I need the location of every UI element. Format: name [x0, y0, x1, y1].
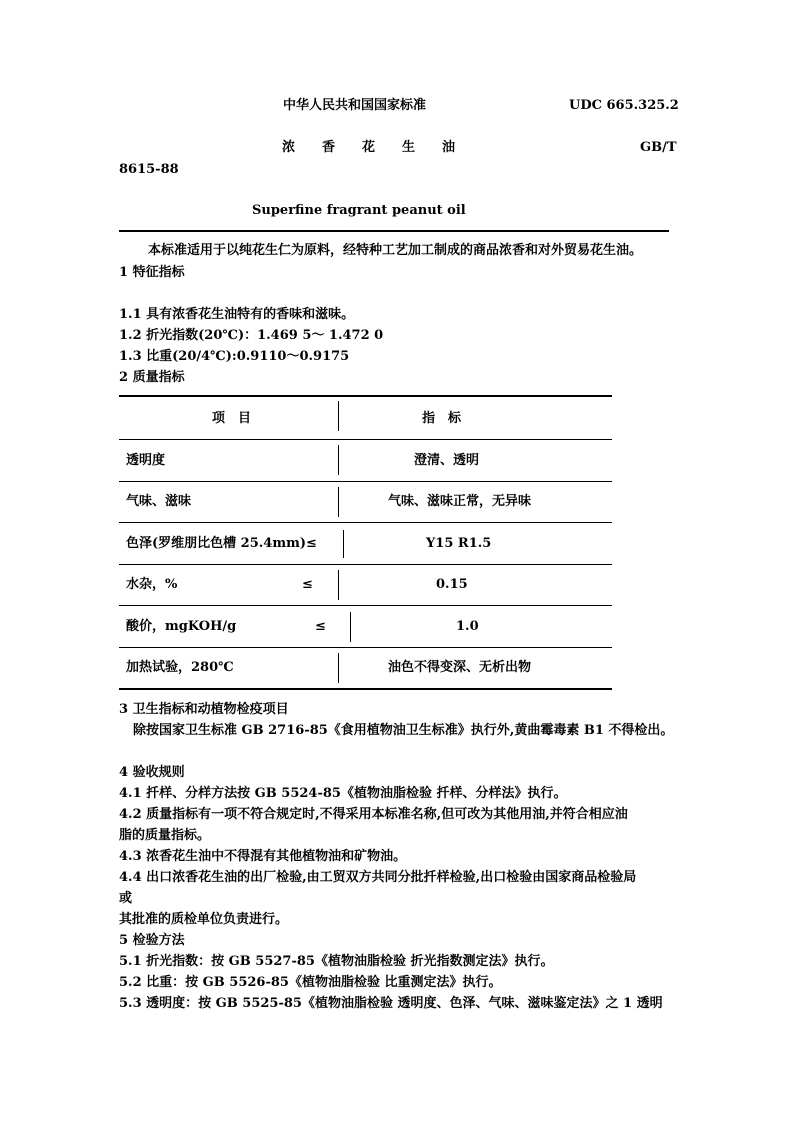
table-cell-symbol: ≤ [315, 619, 326, 634]
table-column-divider [338, 401, 339, 431]
table-top-rule [119, 395, 612, 397]
table-cell-item: 水杂，% [126, 577, 178, 592]
table-column-divider [338, 487, 339, 517]
table-cell-item: 气味、滋味 [126, 494, 192, 509]
clause-4-4-end: 其批准的质检单位负责进行。 [119, 912, 289, 927]
clause-4-3: 4.3 浓香花生油中不得混有其他植物油和矿物油。 [119, 849, 407, 864]
scope-paragraph: 本标准适用于以纯花生仁为原料，经特种工艺加工制成的商品浓香和对外贸易花生油。 [148, 243, 643, 258]
title-char: 花 [362, 140, 376, 155]
table-cell-item: 加热试验，280℃ [126, 660, 234, 675]
standard-number-prefix: GB/T [640, 140, 677, 155]
table-cell-symbol: ≤ [302, 577, 313, 592]
clause-1-1: 1.1 具有浓香花生油特有的香味和滋味。 [119, 307, 355, 322]
clause-5-2: 5.2 比重：按 GB 5526-85《植物油脂检验 比重测定法》执行。 [119, 975, 502, 990]
title-char: 油 [442, 140, 456, 155]
standard-number-suffix: 8615-88 [119, 162, 179, 177]
udc-code: UDC 665.325.2 [569, 98, 679, 113]
section-3-heading: 3 卫生指标和动植物检疫项目 [119, 702, 289, 717]
table-row-rule [119, 481, 612, 482]
clause-5-3: 5.3 透明度：按 GB 5525-85《植物油脂检验 透明度、色泽、气味、滋味鉴定法》之 1 透明 [119, 996, 663, 1011]
table-row-rule [119, 439, 612, 440]
table-cell-item: 酸价，mgKOH/g [126, 619, 237, 634]
section-1-heading: 1 特征指标 [119, 265, 185, 280]
table-column-divider [338, 445, 339, 475]
clause-4-4-cont: 或 [119, 891, 133, 906]
table-header-item: 项 目 [212, 411, 252, 426]
table-row-rule [119, 605, 612, 606]
clause-4-2: 4.2 质量指标有一项不符合规定时,不得采用本标准名称,但可改为其他用油,并符合相应油 [119, 807, 628, 822]
table-row-rule [119, 564, 612, 565]
table-row-rule [119, 647, 612, 648]
table-cell-item: 色泽(罗维朋比色槽 25.4mm) [126, 536, 307, 551]
clause-1-3: 1.3 比重(20/4℃):0.9110～0.9175 [119, 349, 350, 364]
table-cell-value: 气味、滋味正常，无异味 [388, 494, 532, 509]
section-3-body: 除按国家卫生标准 GB 2716-85《食用植物油卫生标准》执行外,黄曲霉毒素 B1 不得检出。 [133, 723, 674, 738]
clause-4-1: 4.1 扦样、分样方法按 GB 5524-85《植物油脂检验 扦样、分样法》执行。 [119, 786, 567, 801]
section-2-heading: 2 质量指标 [119, 370, 185, 385]
table-cell-item: 透明度 [126, 453, 166, 468]
table-cell-value: 澄清、透明 [414, 453, 480, 468]
clause-4-2-cont: 脂的质量指标。 [119, 828, 211, 843]
title-char: 香 [322, 140, 336, 155]
table-cell-value: 0.15 [436, 577, 468, 592]
table-header-spec: 指 标 [422, 411, 462, 426]
clause-4-4: 4.4 出口浓香花生油的出厂检验,由工贸双方共同分批扦样检验,出口检验由国家商品检验局 [119, 870, 637, 885]
table-cell-symbol: ≤ [306, 536, 317, 551]
title-char: 生 [402, 140, 416, 155]
section-4-heading: 4 验收规则 [119, 765, 185, 780]
clause-1-2: 1.2 折光指数(20℃)：1.469 5～ 1.472 0 [119, 328, 384, 343]
table-column-divider [338, 570, 339, 600]
table-cell-value: 油色不得变深、无析出物 [388, 660, 532, 675]
issuing-body: 中华人民共和国国家标准 [283, 98, 427, 113]
table-cell-value: 1.0 [456, 619, 479, 634]
title-char: 浓 [282, 140, 296, 155]
title-rule [119, 230, 669, 232]
table-column-divider [338, 653, 339, 683]
table-column-divider [350, 612, 351, 642]
table-bottom-rule [119, 688, 612, 690]
table-row-rule [119, 522, 612, 523]
english-title: Superfine fragrant peanut oil [252, 203, 466, 218]
section-5-heading: 5 检验方法 [119, 933, 185, 948]
table-cell-value: Y15 R1.5 [426, 536, 492, 551]
table-column-divider [343, 530, 344, 558]
clause-5-1: 5.1 折光指数：按 GB 5527-85《植物油脂检验 折光指数测定法》执行。 [119, 954, 554, 969]
